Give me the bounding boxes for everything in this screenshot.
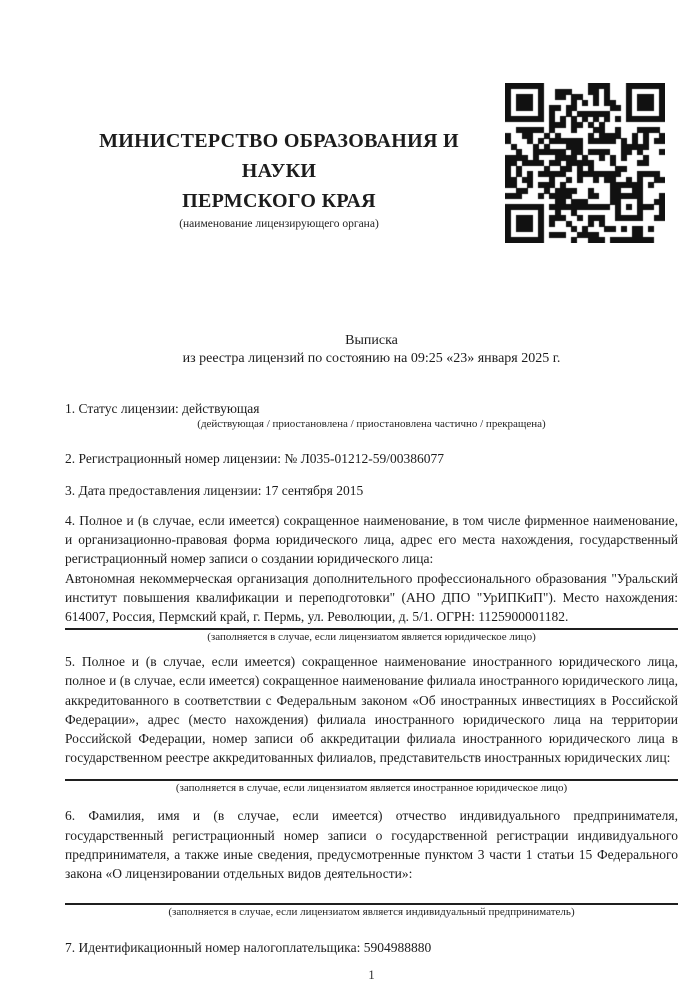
item-4-legal-entity bbox=[65, 511, 678, 645]
document-title bbox=[65, 332, 678, 368]
item-4-caption: (заполняется в случае, если лицензиатом является юридическое лицо) bbox=[207, 631, 536, 644]
item-3-text: 3. Дата предоставления лицензии: 17 сентября 2015 bbox=[65, 483, 364, 498]
item-5-caption: (заполняется в случае, если лицензиатом является иностранное юридическое лицо) bbox=[175, 782, 568, 795]
ministry-name-line1: МИНИСТЕРСТВО ОБРАЗОВАНИЯ И НАУКИ bbox=[99, 130, 459, 182]
item-6-label: 6. Фамилия, имя и (в случае, если имеется) отчество индивидуального предпринимателя, государственный регистрационный номер записи о государственной регистрации индивидуального предпринимателя, а также иные сведения, предусмотренные пунктом 3 части 1 статьи 15 Федерального закона «О лицензировании отдельных видов деятельности»: bbox=[65, 808, 678, 882]
qr-code bbox=[505, 83, 665, 243]
item-6-caption: (заполняется в случае, если лицензиатом является индивидуальный предприниматель) bbox=[168, 906, 575, 919]
item-5-foreign-entity bbox=[65, 652, 678, 796]
page-number: 1 bbox=[368, 967, 375, 983]
item-1-caption: (действующая / приостановлена / приостановлена частично / прекращена) bbox=[197, 418, 546, 430]
ministry-header-caption: (наименование лицензирующего органа) bbox=[179, 218, 379, 230]
item-1-text: 1. Статус лицензии: действующая bbox=[65, 401, 260, 416]
document-title-line1: Выписка bbox=[345, 333, 398, 348]
licensing-authority-header bbox=[65, 126, 493, 232]
item-4-label: 4. Полное и (в случае, если имеется) сокращенное наименование, в том числе фирменное наименование, и организационно-правовая форма юридического лица, адрес его места нахождения, государственный регистрационный номер записи о создании юридического лица: bbox=[65, 513, 678, 567]
item-3-license-grant-date bbox=[65, 482, 678, 499]
item-2-text: 2. Регистрационный номер лицензии: № Л035-01212-59/00386077 bbox=[65, 451, 445, 466]
item-5-label: 5. Полное и (в случае, если имеется) сокращенное наименование иностранного юридического лица, полное и (в случае, если имеется) сокращенное наименование филиала иностранного юридического лица, аккредитованного в соответствии с Федеральным законом «Об иностранных инвестициях в Российской Федерации», адрес (место нахождения) филиала иностранного юридического лица на территории Российской Федерации, номер записи об аккредитации филиала иностранного юридического лица в государственном реестре аккредитованных филиалов, представительств иностранных юридических лиц: bbox=[65, 654, 678, 766]
ministry-name-line2: ПЕРМСКОГО КРАЯ bbox=[182, 190, 376, 212]
item-5-empty-value bbox=[65, 767, 678, 777]
item-7-taxpayer-number bbox=[65, 939, 678, 956]
item-6-empty-value bbox=[65, 883, 678, 901]
document-title-line2: из реестра лицензий по состоянию на 09:25 «23» января 2025 г. bbox=[182, 351, 561, 366]
item-1-license-status bbox=[65, 400, 678, 432]
item-6-individual-entrepreneur bbox=[65, 806, 678, 920]
item-4-value: Автономная некоммерческая организация дополнительного профессионального образования "Уральский институт повышения квалификации и переподготовки" (АНО ДПО "УрИПКиП"). Место нахождения: 614007, Россия, Пермский край, г. Пермь, ул. Революции, д. 5/1. ОГРН: 1125900001182. bbox=[65, 570, 678, 625]
item-2-registration-number bbox=[65, 450, 678, 467]
item-7-text: 7. Идентификационный номер налогоплательщика: 5904988880 bbox=[65, 940, 432, 956]
